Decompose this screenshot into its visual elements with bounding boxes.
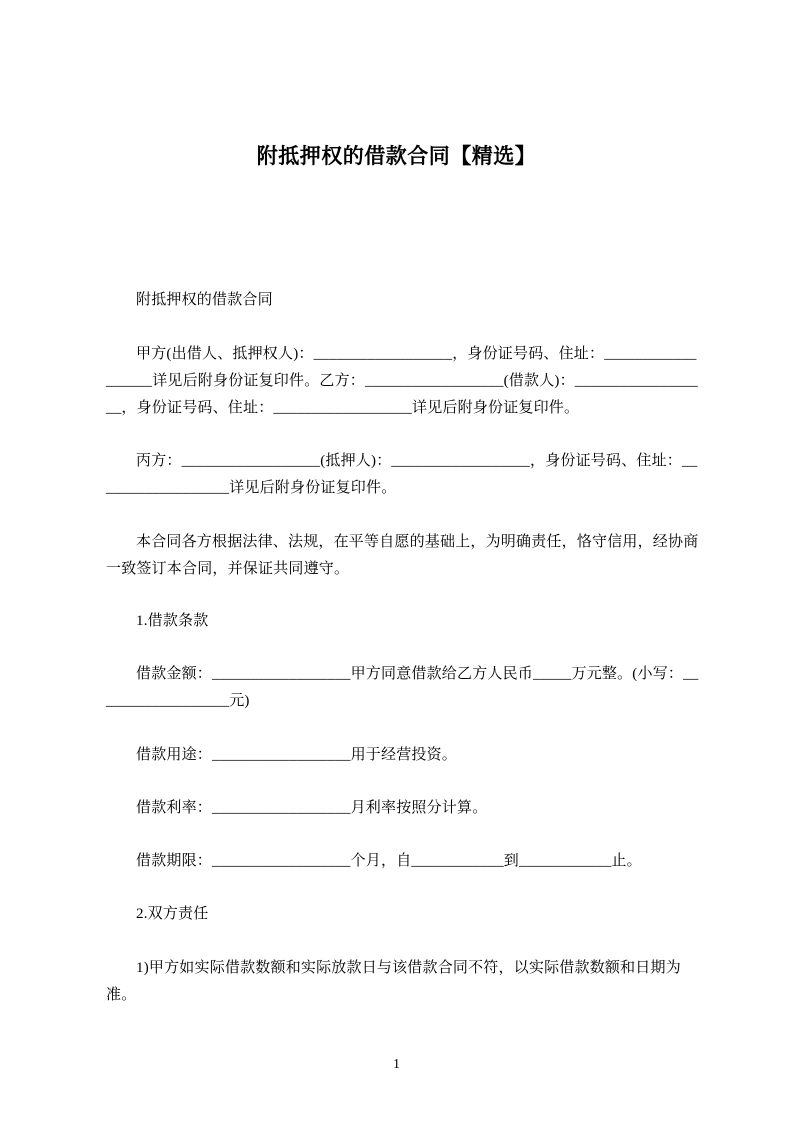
paragraph-loan-term: 借款期限：__________________个月，自____________到____________止。 <box>136 853 642 869</box>
section-heading-responsibilities: 2.双方责任 <box>136 906 209 922</box>
paragraph-loan-purpose: 借款用途：__________________用于经营投资。 <box>136 747 458 763</box>
paragraph-preamble: 本合同各方根据法律、法规，在平等自愿的基础上，为明确责任，恪守信用，经协商一致签订本合同，并保证共同遵守。 <box>106 534 699 577</box>
paragraph-loan-amount: 借款金额：__________________甲方同意借款给乙方人民币_____万元整。(小写：__________________元) <box>106 666 699 709</box>
paragraph-loan-rate: 借款利率：__________________月利率按照分计算。 <box>136 800 488 816</box>
paragraph-subtitle: 附抵押权的借款合同 <box>136 292 273 308</box>
paragraph-clause-1: 1)甲方如实际借款数额和实际放款日与该借款合同不符，以实际借款数额和日期为准。 <box>106 960 681 1003</box>
document-title: 附抵押权的借款合同【精选】 <box>256 144 537 168</box>
paragraph-party-a: 甲方(出借人、抵押权人)：__________________，身份证号码、住址：__________________详见后附身份证复印件。乙方：__________________(借款人)：__________________，身份证号码、住址：__________________详见后附身份证复印件。 <box>106 346 698 416</box>
section-heading-loan-terms: 1.借款条款 <box>136 613 209 629</box>
paragraph-party-c: 丙方：__________________(抵押人)：__________________，身份证号码、住址：__________________详见后附身份证复印件。 <box>106 453 698 496</box>
page-number: 1 <box>393 1057 400 1072</box>
